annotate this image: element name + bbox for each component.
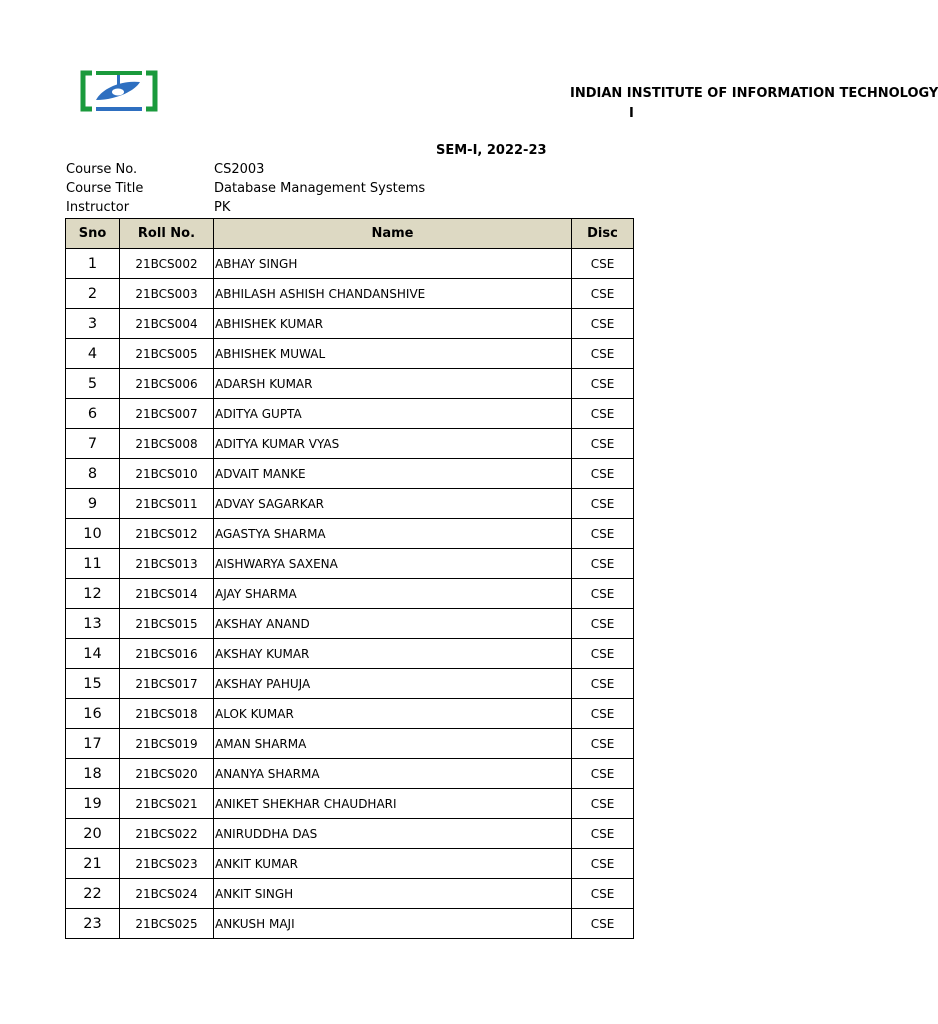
cell-roll-no: 21BCS015 — [120, 609, 214, 639]
table-row — [66, 819, 634, 849]
table-row — [66, 909, 634, 939]
table-row — [66, 879, 634, 909]
course-title-value: Database Management Systems — [214, 181, 426, 196]
table-row — [66, 759, 634, 789]
cell-roll-no: 21BCS022 — [120, 819, 214, 849]
cell-disc: CSE — [572, 429, 634, 459]
cell-name: ANKUSH MAJI — [214, 909, 572, 939]
cell-sno: 22 — [66, 879, 120, 909]
table-row — [66, 639, 634, 669]
table-row — [66, 489, 634, 519]
cell-name: ANANYA SHARMA — [214, 759, 572, 789]
instructor-label: Instructor — [66, 200, 130, 215]
cell-disc: CSE — [572, 399, 634, 429]
cell-disc: CSE — [572, 849, 634, 879]
cell-roll-no: 21BCS002 — [120, 249, 214, 279]
cell-name: ABHISHEK KUMAR — [214, 309, 572, 339]
cell-sno: 16 — [66, 699, 120, 729]
cell-disc: CSE — [572, 639, 634, 669]
table-row — [66, 609, 634, 639]
cell-sno: 19 — [66, 789, 120, 819]
table-row — [66, 339, 634, 369]
cell-roll-no: 21BCS019 — [120, 729, 214, 759]
cell-roll-no: 21BCS013 — [120, 549, 214, 579]
cell-sno: 7 — [66, 429, 120, 459]
cell-roll-no: 21BCS007 — [120, 399, 214, 429]
cell-disc: CSE — [572, 519, 634, 549]
table-row — [66, 279, 634, 309]
institute-name-line2: I — [629, 106, 634, 121]
cell-name: ADVAY SAGARKAR — [214, 489, 572, 519]
cell-roll-no: 21BCS012 — [120, 519, 214, 549]
cell-sno: 4 — [66, 339, 120, 369]
cell-roll-no: 21BCS005 — [120, 339, 214, 369]
cell-roll-no: 21BCS018 — [120, 699, 214, 729]
table-row — [66, 459, 634, 489]
cell-disc: CSE — [572, 819, 634, 849]
table-row — [66, 249, 634, 279]
cell-sno: 1 — [66, 249, 120, 279]
course-title-label: Course Title — [66, 181, 144, 196]
cell-disc: CSE — [572, 549, 634, 579]
cell-sno: 2 — [66, 279, 120, 309]
cell-disc: CSE — [572, 789, 634, 819]
cell-disc: CSE — [572, 459, 634, 489]
table-row — [66, 849, 634, 879]
cell-disc: CSE — [572, 699, 634, 729]
cell-disc: CSE — [572, 339, 634, 369]
cell-name: AKSHAY PAHUJA — [214, 669, 572, 699]
cell-sno: 13 — [66, 609, 120, 639]
cell-roll-no: 21BCS010 — [120, 459, 214, 489]
roster-body — [66, 249, 634, 939]
cell-roll-no: 21BCS003 — [120, 279, 214, 309]
cell-sno: 17 — [66, 729, 120, 759]
cell-sno: 3 — [66, 309, 120, 339]
table-row — [66, 699, 634, 729]
cell-sno: 21 — [66, 849, 120, 879]
table-row — [66, 789, 634, 819]
cell-name: ANKIT KUMAR — [214, 849, 572, 879]
institute-name: INDIAN INSTITUTE OF INFORMATION TECHNOLOGY — [570, 86, 938, 101]
course-number-label: Course No. — [66, 162, 138, 177]
cell-roll-no: 21BCS011 — [120, 489, 214, 519]
cell-roll-no: 21BCS016 — [120, 639, 214, 669]
cell-roll-no: 21BCS024 — [120, 879, 214, 909]
header-disc: Disc — [572, 219, 634, 249]
cell-name: ABHILASH ASHISH CHANDANSHIVE — [214, 279, 572, 309]
table-row — [66, 429, 634, 459]
cell-sno: 11 — [66, 549, 120, 579]
cell-name: ABHISHEK MUWAL — [214, 339, 572, 369]
cell-name: AISHWARYA SAXENA — [214, 549, 572, 579]
cell-roll-no: 21BCS023 — [120, 849, 214, 879]
cell-sno: 9 — [66, 489, 120, 519]
table-header-row — [66, 219, 634, 249]
table-row — [66, 369, 634, 399]
cell-disc: CSE — [572, 909, 634, 939]
table-row — [66, 579, 634, 609]
course-number-value: CS2003 — [214, 162, 265, 177]
cell-name: ADITYA GUPTA — [214, 399, 572, 429]
cell-sno: 15 — [66, 669, 120, 699]
cell-disc: CSE — [572, 669, 634, 699]
cell-name: AGASTYA SHARMA — [214, 519, 572, 549]
cell-name: ABHAY SINGH — [214, 249, 572, 279]
cell-name: AMAN SHARMA — [214, 729, 572, 759]
cell-roll-no: 21BCS021 — [120, 789, 214, 819]
table-row — [66, 729, 634, 759]
header-name: Name — [214, 219, 572, 249]
cell-disc: CSE — [572, 279, 634, 309]
cell-sno: 14 — [66, 639, 120, 669]
cell-name: ANIRUDDHA DAS — [214, 819, 572, 849]
instructor-value: PK — [214, 200, 231, 215]
cell-roll-no: 21BCS006 — [120, 369, 214, 399]
table-row — [66, 309, 634, 339]
cell-roll-no: 21BCS017 — [120, 669, 214, 699]
table-row — [66, 519, 634, 549]
institute-logo — [78, 70, 160, 112]
cell-disc: CSE — [572, 729, 634, 759]
cell-roll-no: 21BCS025 — [120, 909, 214, 939]
cell-disc: CSE — [572, 309, 634, 339]
student-roster-table — [65, 218, 634, 939]
cell-disc: CSE — [572, 759, 634, 789]
cell-sno: 5 — [66, 369, 120, 399]
header-sno: Sno — [66, 219, 120, 249]
cell-name: ADVAIT MANKE — [214, 459, 572, 489]
cell-name: ANKIT SINGH — [214, 879, 572, 909]
cell-disc: CSE — [572, 579, 634, 609]
cell-disc: CSE — [572, 489, 634, 519]
table-row — [66, 669, 634, 699]
cell-sno: 6 — [66, 399, 120, 429]
cell-roll-no: 21BCS004 — [120, 309, 214, 339]
cell-name: ANIKET SHEKHAR CHAUDHARI — [214, 789, 572, 819]
cell-sno: 18 — [66, 759, 120, 789]
cell-roll-no: 21BCS020 — [120, 759, 214, 789]
cell-name: AJAY SHARMA — [214, 579, 572, 609]
cell-sno: 12 — [66, 579, 120, 609]
cell-disc: CSE — [572, 609, 634, 639]
cell-sno: 23 — [66, 909, 120, 939]
cell-name: AKSHAY ANAND — [214, 609, 572, 639]
cell-sno: 20 — [66, 819, 120, 849]
semester-title: SEM-I, 2022-23 — [436, 143, 547, 158]
cell-roll-no: 21BCS008 — [120, 429, 214, 459]
header-roll-no: Roll No. — [120, 219, 214, 249]
cell-name: ADITYA KUMAR VYAS — [214, 429, 572, 459]
cell-roll-no: 21BCS014 — [120, 579, 214, 609]
cell-sno: 8 — [66, 459, 120, 489]
cell-sno: 10 — [66, 519, 120, 549]
cell-name: AKSHAY KUMAR — [214, 639, 572, 669]
table-row — [66, 399, 634, 429]
cell-name: ALOK KUMAR — [214, 699, 572, 729]
table-row — [66, 549, 634, 579]
cell-disc: CSE — [572, 249, 634, 279]
cell-name: ADARSH KUMAR — [214, 369, 572, 399]
cell-disc: CSE — [572, 369, 634, 399]
cell-disc: CSE — [572, 879, 634, 909]
